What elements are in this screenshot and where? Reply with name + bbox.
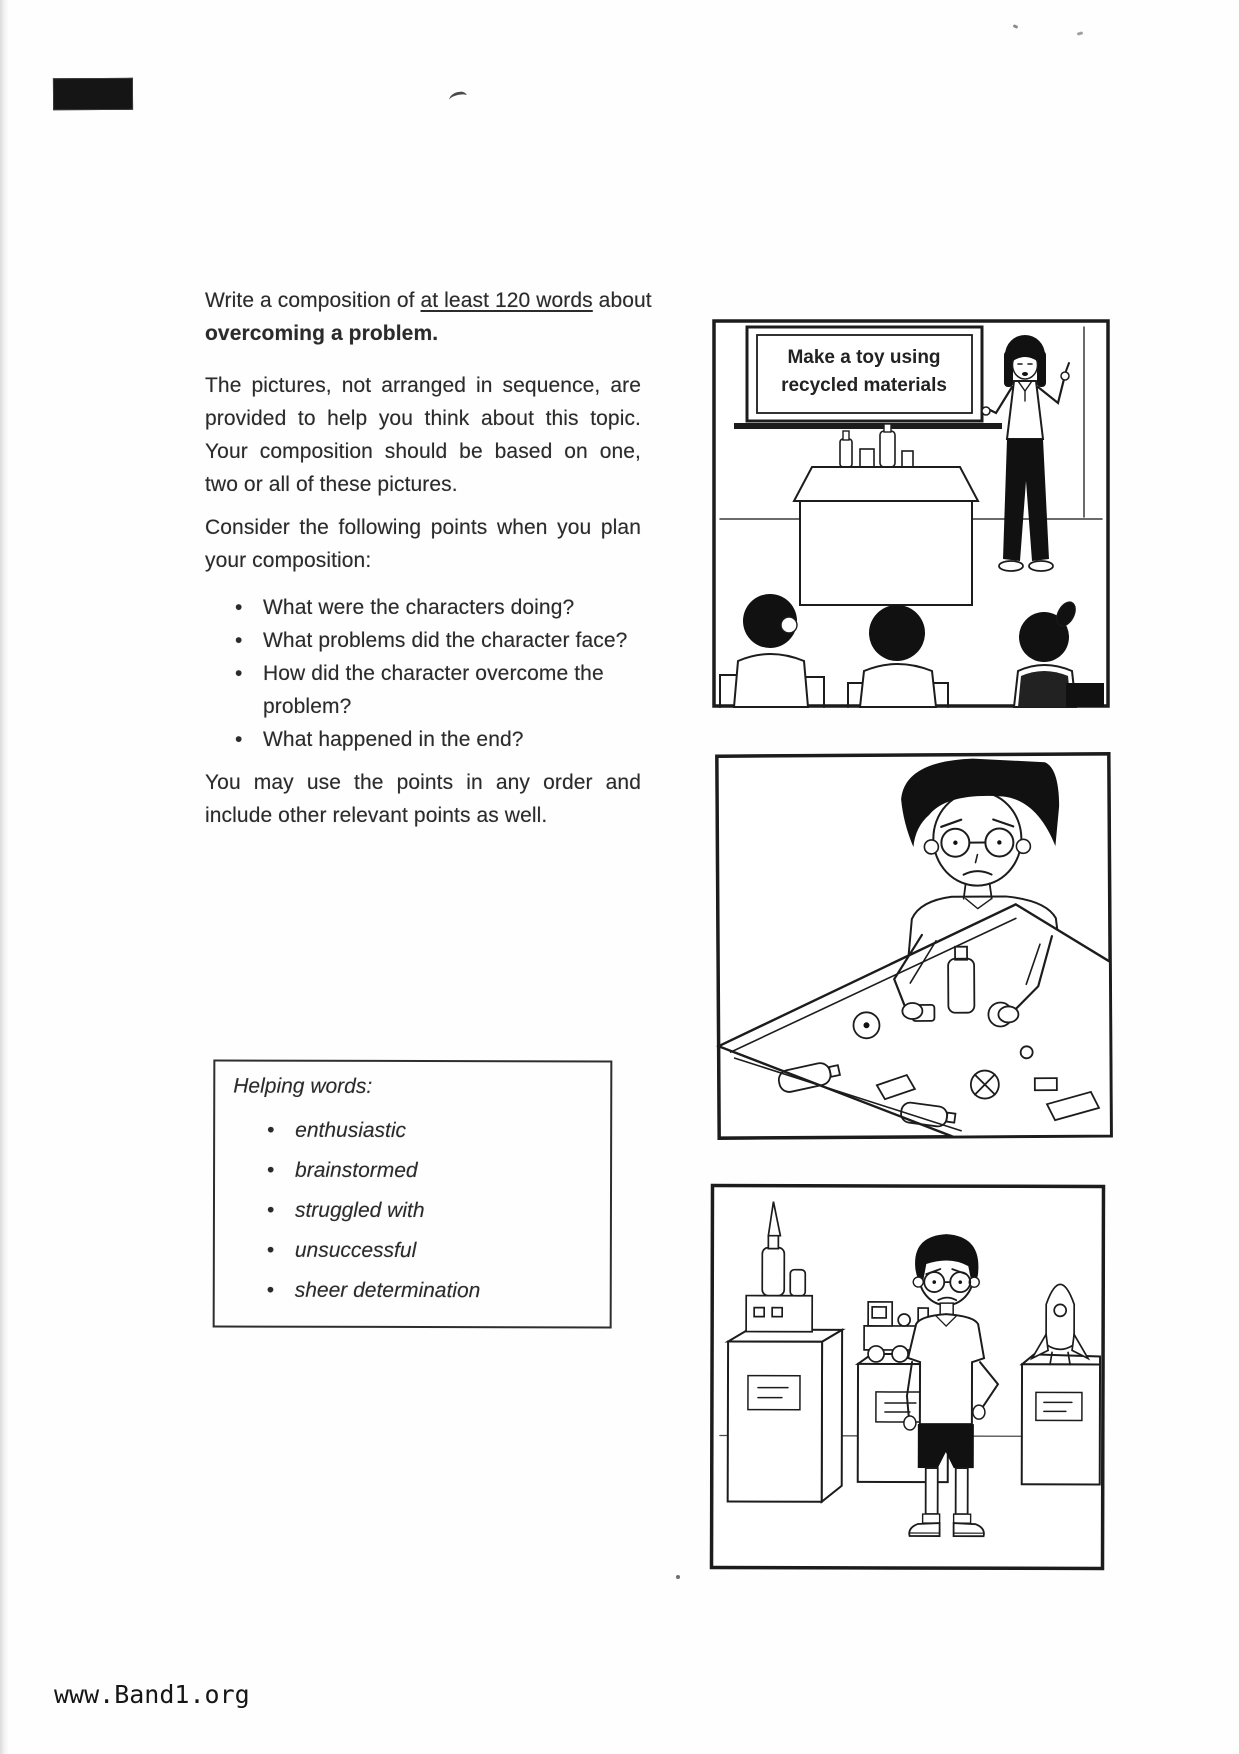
sock (954, 1514, 971, 1523)
whiteboard (734, 327, 1002, 429)
helping-words-list (215, 1117, 610, 1304)
helping-word: • sheer determination (215, 1277, 610, 1304)
student-shirt (734, 654, 808, 707)
building-toy-illustration (715, 752, 1113, 1140)
whiteboard-ledge (734, 423, 1002, 429)
classroom-illustration (712, 319, 1110, 708)
right-hand-on-hip (973, 1405, 985, 1419)
consider-points-intro: Consider the following points when you plan your composition: (205, 516, 641, 572)
sock (923, 1514, 940, 1523)
planning-point: • What problems did the character face? (205, 624, 641, 657)
helping-word: • enthusiastic (215, 1117, 610, 1144)
ear (1016, 839, 1030, 853)
teacher-mouth (1022, 372, 1028, 376)
scan-edge-artifact (0, 0, 9, 1754)
helping-words-box (213, 1059, 613, 1328)
planning-point: • What were the characters doing? (205, 591, 641, 624)
chair-seat (1066, 683, 1104, 707)
shoe (909, 1523, 939, 1536)
underlined-requirement: at least 120 words (420, 289, 593, 312)
picture-panel-exhibition (709, 1183, 1105, 1570)
shoe (954, 1523, 984, 1536)
helping-word: • struggled with (215, 1197, 610, 1224)
helping-words-title: Helping words: (233, 1074, 373, 1098)
cup (902, 451, 913, 467)
bottle (840, 439, 852, 467)
ear (913, 1277, 923, 1287)
right-hand (998, 1006, 1018, 1022)
left-hand (904, 1416, 916, 1430)
bottle (880, 431, 895, 467)
planning-point: • What happened in the end? (205, 723, 641, 756)
board-text-line2: recycled materials (781, 375, 947, 396)
planning-point: • How did the character overcome the problem? (205, 657, 641, 723)
planning-points-list (205, 591, 641, 756)
picture-panel-classroom (712, 319, 1110, 708)
instructions-block (205, 284, 652, 832)
ear (924, 840, 938, 854)
scan-speck (1077, 31, 1084, 35)
stray-pen-mark (448, 91, 468, 106)
student-vest (1018, 671, 1071, 707)
student-face-sliver (781, 617, 797, 633)
watermark-url: www.Band1.org (54, 1680, 250, 1709)
can (860, 449, 874, 467)
board-text-line1: Make a toy using (787, 347, 941, 368)
leg (926, 1468, 938, 1514)
helping-word: • brainstormed (215, 1157, 610, 1184)
task-line-1: Write a composition of at least 120 words about (205, 289, 652, 312)
redaction-block (53, 78, 133, 110)
scan-speck (1013, 24, 1019, 29)
task-statement (205, 284, 652, 350)
exhibition-illustration (709, 1183, 1105, 1570)
boy-shirt (908, 1314, 984, 1424)
task-topic: overcoming a problem. (205, 322, 439, 345)
helping-word: • unsuccessful (215, 1237, 610, 1264)
student-head (869, 605, 925, 661)
order-note: You may use the points in any order and include other relevant points as well. (205, 771, 641, 827)
left-hand (902, 1003, 922, 1019)
leg (956, 1468, 968, 1514)
picture-panel-building-toy (715, 752, 1113, 1140)
scan-speck (676, 1575, 680, 1579)
pictures-note: The pictures, not arranged in sequence, are provided to help you think about this topic. Your composition should be based on one, two or all of these pictures. (205, 374, 641, 496)
student-shirt (860, 664, 936, 707)
